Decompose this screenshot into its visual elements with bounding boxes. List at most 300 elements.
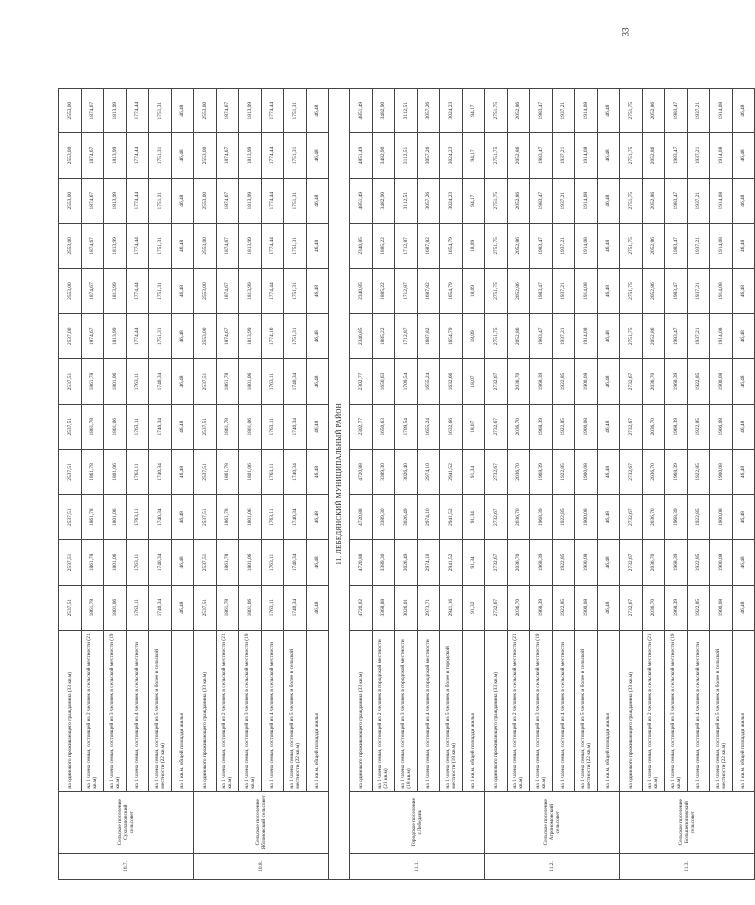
tariff-value: 1774,44 [126,314,149,359]
tariff-value: 2052,86 [507,89,530,133]
tariff-value: 2751,75 [620,314,643,359]
tariff-value: 1751,31 [149,269,172,314]
tariff-value: 1801,06 [104,359,127,404]
tariff-value: 1914,08 [710,89,733,133]
tariff-value: 91,34 [462,495,485,540]
tariff-value: 1751,31 [284,223,307,268]
tariff-value: 1937,21 [687,223,710,268]
tariff-value: 2340,85 [350,269,373,314]
tariff-value: 1874,67 [216,178,239,223]
tariff-value: 46,48 [306,133,329,178]
tariff-value: 1937,21 [552,314,575,359]
tariff-value: 3482,90 [372,178,395,223]
tariff-value: 2732,67 [485,359,508,404]
tariff-value: 1763,11 [126,359,149,404]
tariff-value: 1900,08 [710,404,733,449]
tariff-value: 2537,51 [194,404,217,449]
tariff-value: 1922,85 [687,359,710,404]
tariff-value: 1861,78 [216,404,239,449]
tariff-value: 2941,52 [440,540,463,585]
tariff-value: 2036,70 [642,449,665,494]
tariff-value: 46,48 [306,89,329,133]
tariff-value: 2302,77 [350,404,373,449]
tariff-value: 2553,00 [59,178,82,223]
tariff-value: 3026,01 [395,585,418,630]
tariff-value: 1861,78 [81,585,104,630]
tariff-value: 1900,08 [575,404,598,449]
table-row [284,89,307,880]
tariff-value: 1801,06 [239,449,262,494]
tariff-value: 1983,47 [665,314,688,359]
tariff-value: 46,48 [171,449,194,494]
tariff-value: 1874,67 [216,89,239,133]
tariff-value: 1751,31 [149,133,172,178]
tariff-value: 2553,00 [194,223,217,268]
tariff-value: 1712,87 [395,223,418,268]
tariff-value: 1774,44 [261,89,284,133]
tariff-value: 2052,86 [507,223,530,268]
tariff-value: 2553,00 [194,89,217,133]
tariff-value: 1801,06 [239,540,262,585]
tariff-value: 2052,86 [507,133,530,178]
tariff-value: 2553,00 [59,133,82,178]
tariff-value: 46,48 [732,585,755,630]
tariff-value: 1650,63 [372,404,395,449]
tariff-value: 1900,08 [710,540,733,585]
tariff-value: 2732,67 [485,449,508,494]
tariff-value: 1813,99 [104,269,127,314]
tariff-value: 2302,77 [350,359,373,404]
tariff-value: 1874,67 [81,314,104,359]
tariff-table-body [59,89,755,880]
tariff-value: 1801,06 [104,495,127,540]
tariff-value: 18,07 [462,404,485,449]
tariff-value: 1813,99 [239,89,262,133]
tariff-value: 46,48 [732,540,755,585]
tariff-value: 46,48 [597,223,620,268]
tariff-value: 46,48 [171,585,194,630]
tariff-value: 2751,75 [620,178,643,223]
tariff-value: 1874,67 [81,269,104,314]
tariff-value: 46,48 [306,404,329,449]
tariff-value: 2751,75 [485,89,508,133]
tariff-value: 1968,39 [665,404,688,449]
tariff-value: 1774,44 [261,133,284,178]
table-row [306,89,329,880]
tariff-value: 2052,86 [507,178,530,223]
tariff-value: 1763,11 [261,585,284,630]
tariff-value: 46,48 [171,178,194,223]
tariff-value: 1687,82 [417,223,440,268]
tariff-value: 1983,47 [530,133,553,178]
tariff-value: 2751,75 [485,223,508,268]
tariff-value: 2537,51 [59,495,82,540]
tariff-value: 46,48 [306,269,329,314]
tariff-value: 18,09 [462,269,485,314]
tariff-value: 1861,78 [216,540,239,585]
settlement-name: Сельское поселение Большепоповский сельсовет [620,791,755,853]
table-row [462,89,485,880]
row-label: на 1 члена семьи, состоящей из 4 человек в городской местности [417,630,440,791]
tariff-value: 1774,44 [261,178,284,223]
tariff-value: 1861,78 [81,495,104,540]
tariff-value: 2974,10 [417,495,440,540]
tariff-value: 3482,90 [372,89,395,133]
tariff-value: 46,48 [306,223,329,268]
table-row [261,89,284,880]
tariff-value: 2036,70 [507,449,530,494]
tariff-value: 2553,00 [59,269,82,314]
tariff-value: 1632,66 [440,359,463,404]
tariff-value: 1914,08 [575,178,598,223]
tariff-value: 1914,08 [710,314,733,359]
tariff-value: 2537,51 [194,540,217,585]
table-row [710,89,733,880]
table-row [552,89,575,880]
tariff-value: 2732,67 [485,585,508,630]
tariff-value: 1813,99 [239,314,262,359]
tariff-value: 1740,34 [284,449,307,494]
tariff-value: 2732,67 [485,404,508,449]
table-row [440,89,463,880]
tariff-value: 1922,85 [687,585,710,630]
tariff-value: 2036,70 [642,540,665,585]
tariff-value: 1922,85 [552,449,575,494]
tariff-value: 1968,39 [665,359,688,404]
tariff-value: 1861,78 [81,449,104,494]
tariff-value: 1712,87 [395,269,418,314]
tariff-value: 1655,24 [417,404,440,449]
tariff-value: 91,34 [462,540,485,585]
row-label: на 1 члена семьи, состоящей из 3 человек в сельской местности (19 кв.м) [665,630,688,791]
tariff-value: 2340,85 [350,314,373,359]
tariff-value: 2052,86 [642,269,665,314]
tariff-value: 2052,86 [507,269,530,314]
table-row [194,89,217,880]
settlement-code: 11.2. [485,853,620,879]
tariff-value: 46,48 [597,540,620,585]
tariff-value: 1740,34 [149,404,172,449]
tariff-value: 3112,51 [395,89,418,133]
tariff-value: 1813,99 [104,89,127,133]
tariff-value: 46,48 [597,89,620,133]
tariff-value: 1968,39 [665,540,688,585]
tariff-value: 46,48 [597,359,620,404]
tariff-value: 1801,06 [239,359,262,404]
row-label: на 1 члена семьи, состоящей из 2 человек в сельской местности (21 кв.м) [216,630,239,791]
tariff-value: 1861,78 [216,585,239,630]
tariff-value: 2751,75 [485,178,508,223]
tariff-value: 1968,39 [665,449,688,494]
tariff-value: 94,17 [462,178,485,223]
tariff-value: 1900,08 [575,540,598,585]
tariff-value: 1900,08 [710,449,733,494]
table-row [239,89,262,880]
tariff-value: 46,48 [732,89,755,133]
tariff-value: 46,48 [306,585,329,630]
tariff-value: 2036,70 [507,359,530,404]
table-row [59,89,82,880]
tariff-value: 1774,44 [261,269,284,314]
tariff-value: 2036,70 [642,585,665,630]
tariff-value: 1654,79 [440,269,463,314]
tariff-value: 46,48 [171,89,194,133]
tariff-value: 2732,67 [620,585,643,630]
tariff-value: 1937,21 [552,269,575,314]
tariff-value: 1763,11 [261,495,284,540]
tariff-value: 1922,85 [687,404,710,449]
tariff-value: 1801,06 [239,585,262,630]
tariff-value: 4720,02 [350,585,373,630]
row-label: на 1 кв.м. общей площади жилья [597,630,620,791]
tariff-value: 1813,99 [239,133,262,178]
settlement-code: 10.8. [194,853,329,879]
tariff-value: 46,48 [597,133,620,178]
row-label: на 1 кв.м. общей площади жилья [171,630,194,791]
tariff-value: 1655,24 [417,359,440,404]
table-row [395,89,418,880]
tariff-value: 46,48 [171,404,194,449]
row-label: на 1 кв.м. общей площади жилья [732,630,755,791]
tariff-value: 1763,11 [261,540,284,585]
tariff-value: 1801,06 [104,540,127,585]
tariff-value: 46,48 [732,314,755,359]
tariff-value: 3389,30 [372,540,395,585]
tariff-value: 1937,21 [552,223,575,268]
tariff-value: 1914,08 [710,269,733,314]
row-label: на 1 члена семьи, состоящей из 3 человек в городской местности (18 кв.м) [395,630,418,791]
tariff-value: 1922,85 [552,540,575,585]
tariff-value: 2537,51 [194,585,217,630]
tariff-value: 1968,39 [530,585,553,630]
tariff-value: 1774,44 [126,178,149,223]
tariff-value: 2036,70 [507,404,530,449]
tariff-value: 1763,11 [261,404,284,449]
table-row [149,89,172,880]
tariff-value: 2732,67 [620,449,643,494]
tariff-value: 46,48 [306,449,329,494]
tariff-value: 46,48 [171,269,194,314]
tariff-value: 1740,34 [149,449,172,494]
tariff-value: 2751,75 [620,269,643,314]
tariff-value: 2941,16 [440,585,463,630]
settlement-code: 11.1. [350,853,485,879]
tariff-value: 2036,70 [642,404,665,449]
row-label: на 1 члена семьи, состоящей из 5 человек и более в сельской местности (22 кв.м) [710,630,733,791]
tariff-value: 1861,78 [216,495,239,540]
row-label: на 1 члена семьи, состоящей из 3 человек в сельской местности (19 кв.м) [530,630,553,791]
tariff-value: 1922,85 [687,540,710,585]
table-row [417,89,440,880]
tariff-value: 1968,39 [530,540,553,585]
tariff-table [58,88,755,880]
tariff-value: 1813,99 [104,223,127,268]
tariff-value: 1983,47 [530,89,553,133]
tariff-value: 1922,85 [552,359,575,404]
tariff-value: 1885,22 [372,223,395,268]
tariff-value: 2751,75 [485,133,508,178]
tariff-value: 1813,99 [239,178,262,223]
tariff-value: 1774,44 [126,223,149,268]
tariff-value: 2537,51 [59,449,82,494]
tariff-value: 2036,70 [642,495,665,540]
tariff-value: 1774,44 [126,269,149,314]
tariff-value: 1874,67 [81,223,104,268]
tariff-value: 91,34 [462,449,485,494]
tariff-value: 1983,47 [530,223,553,268]
tariff-value: 1740,34 [149,359,172,404]
tariff-value: 2553,00 [194,314,217,359]
tariff-value: 3112,51 [395,133,418,178]
row-label: на одинокого проживающего гражданина (33 кв.м) [620,630,643,791]
row-label: на одинокого проживающего гражданина (33 кв.м) [350,630,373,791]
page-number: 33 [620,27,630,37]
settlement-name: Сельское поселение Яблоновский сельсовет [194,791,329,853]
tariff-value: 1774,44 [126,89,149,133]
tariff-value: 2941,52 [440,449,463,494]
tariff-value: 46,48 [306,359,329,404]
tariff-value: 3482,90 [372,133,395,178]
row-label: на 1 члена семьи, состоящей из 5 человек и более в городской местности (18 кв.м) [440,630,463,791]
tariff-value: 1937,21 [552,178,575,223]
tariff-value: 2553,00 [194,133,217,178]
tariff-value: 2052,86 [642,223,665,268]
settlement-code: 10.7. [59,853,194,879]
tariff-value: 1709,54 [395,404,418,449]
tariff-value: 1874,67 [216,314,239,359]
tariff-value: 46,48 [306,495,329,540]
settlement-name: Сельское поселение Агрономовский сельсовет [485,791,620,853]
tariff-value: 46,48 [597,495,620,540]
tariff-value: 1968,39 [665,585,688,630]
tariff-value: 1914,08 [575,133,598,178]
table-row [597,89,620,880]
tariff-value: 2974,10 [417,540,440,585]
tariff-value: 2732,67 [620,495,643,540]
tariff-value: 2036,70 [507,495,530,540]
tariff-value: 46,48 [306,314,329,359]
tariff-value: 3057,26 [417,89,440,133]
tariff-value: 1914,08 [575,223,598,268]
tariff-value: 1740,34 [149,495,172,540]
row-label: на 1 кв.м. общей площади жилья [462,630,485,791]
tariff-value: 2036,70 [507,540,530,585]
tariff-value: 1763,11 [126,585,149,630]
table-row [126,89,149,880]
tariff-value: 1922,85 [552,585,575,630]
tariff-value: 1813,99 [104,133,127,178]
tariff-value: 1861,78 [81,404,104,449]
tariff-value: 2751,75 [620,223,643,268]
table-row [575,89,598,880]
tariff-value: 1874,67 [216,133,239,178]
tariff-value: 1740,34 [284,495,307,540]
tariff-value: 1740,34 [149,540,172,585]
row-label: на 1 члена семьи, состоящей из 4 человек в сельской местности [126,630,149,791]
table-row [687,89,710,880]
tariff-value: 46,48 [732,178,755,223]
row-label: на 1 члена семьи, состоящей из 2 человек в сельской местности (21 кв.м) [507,630,530,791]
tariff-value: 2553,00 [59,89,82,133]
tariff-value: 1968,39 [530,359,553,404]
tariff-value: 3057,26 [417,133,440,178]
tariff-value: 1687,82 [417,314,440,359]
tariff-value: 1751,31 [149,178,172,223]
table-row [81,89,104,880]
tariff-value: 46,48 [306,178,329,223]
tariff-value: 1937,21 [687,178,710,223]
tariff-value: 1968,39 [530,495,553,540]
row-label: на 1 члена семьи, состоящей из 3 человек в сельской местности (19 кв.м) [104,630,127,791]
tariff-value: 1983,47 [665,223,688,268]
tariff-value: 2751,75 [620,133,643,178]
tariff-value: 1813,99 [104,178,127,223]
tariff-value: 46,48 [171,495,194,540]
tariff-value: 1937,21 [552,133,575,178]
tariff-value: 2751,75 [485,269,508,314]
tariff-value: 2537,51 [59,540,82,585]
tariff-value: 1740,34 [284,359,307,404]
tariff-value: 1751,31 [284,178,307,223]
tariff-value: 1813,99 [104,314,127,359]
tariff-value: 1914,08 [710,178,733,223]
tariff-value: 1900,08 [575,359,598,404]
tariff-value: 1914,08 [575,89,598,133]
row-label: на 1 члена семьи, состоящей из 4 человек в сельской местности [687,630,710,791]
table-row [620,89,643,880]
tariff-value: 1709,54 [395,359,418,404]
tariff-value: 2973,71 [417,585,440,630]
table-row [665,89,688,880]
tariff-value: 46,48 [732,404,755,449]
table-row [350,89,373,880]
tariff-value: 1874,67 [81,133,104,178]
tariff-value: 3024,23 [440,89,463,133]
tariff-value: 2553,00 [194,178,217,223]
tariff-value: 4720,88 [350,495,373,540]
tariff-value: 1937,21 [552,89,575,133]
tariff-value: 3389,30 [372,495,395,540]
tariff-value: 1900,08 [575,449,598,494]
tariff-value: 2732,67 [620,359,643,404]
tariff-value: 2941,52 [440,495,463,540]
tariff-value: 1922,85 [687,495,710,540]
row-label: на 1 члена семьи, состоящей из 2 человек в сельской местности (21 кв.м) [642,630,665,791]
tariff-value: 1861,78 [81,359,104,404]
tariff-value: 1922,85 [552,404,575,449]
tariff-value: 3112,51 [395,178,418,223]
tariff-value: 2052,86 [507,314,530,359]
tariff-value: 2732,67 [485,540,508,585]
tariff-value: 2974,10 [417,449,440,494]
tariff-value: 1874,67 [216,269,239,314]
tariff-value: 2732,67 [485,495,508,540]
tariff-value: 1914,08 [575,314,598,359]
section-heading: 11. ЛЕБЕДЯНСКИЙ МУНИЦИПАЛЬНЫЙ РАЙОН [329,89,350,880]
tariff-value: 4720,88 [350,449,373,494]
tariff-value: 1874,67 [81,89,104,133]
tariff-value: 46,48 [171,133,194,178]
tariff-value: 2537,51 [194,449,217,494]
tariff-value: 3057,26 [417,178,440,223]
tariff-value: 1937,21 [687,269,710,314]
tariff-value: 1983,47 [665,269,688,314]
tariff-value: 1751,31 [284,133,307,178]
tariff-value: 1801,06 [239,404,262,449]
tariff-value: 1937,21 [687,314,710,359]
tariff-value: 2537,51 [59,404,82,449]
tariff-value: 4720,88 [350,540,373,585]
